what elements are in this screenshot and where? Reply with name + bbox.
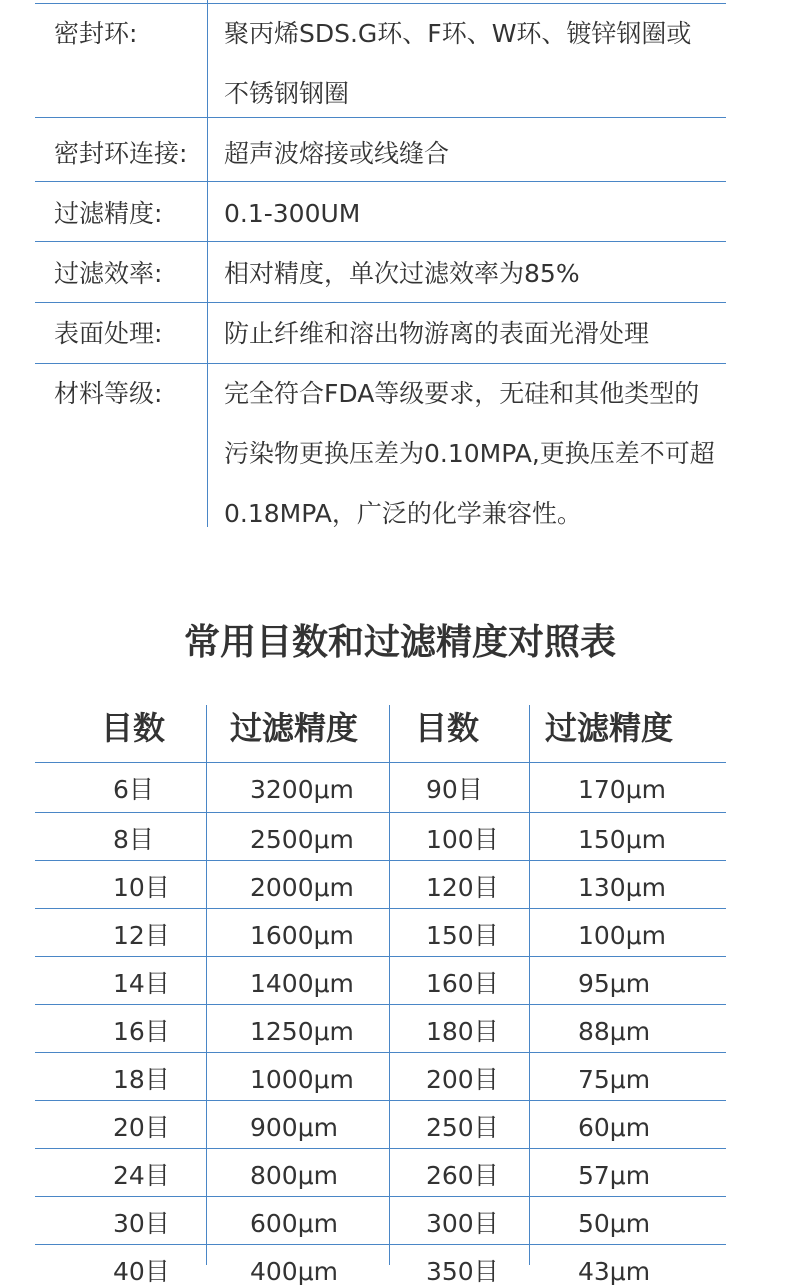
header-mesh-count-2: 目数	[415, 709, 480, 747]
spec-label-material-grade: 材料等级:	[54, 379, 163, 408]
mesh-count-cell: 90目	[426, 775, 483, 804]
precision-cell: 150μm	[578, 825, 666, 854]
mesh-count-cell: 160目	[426, 969, 499, 998]
spec-label-seal-ring: 密封环:	[54, 19, 138, 48]
precision-cell: 57μm	[578, 1161, 651, 1190]
row-divider	[35, 956, 726, 957]
spec-value-seal-connection: 超声波熔接或线缝合	[224, 139, 450, 168]
precision-cell: 900μm	[250, 1113, 338, 1142]
spec-value-seal-ring-line2: 不锈钢钢圈	[224, 79, 350, 108]
precision-cell: 100μm	[578, 921, 666, 950]
row-divider	[35, 762, 726, 763]
precision-cell: 400μm	[250, 1257, 338, 1286]
precision-cell: 800μm	[250, 1161, 338, 1190]
mesh-count-cell: 150目	[426, 921, 499, 950]
precision-cell: 2000μm	[250, 873, 354, 902]
mesh-count-cell: 24目	[113, 1161, 170, 1190]
precision-cell: 88μm	[578, 1017, 651, 1046]
column-divider	[389, 705, 390, 1265]
spec-value-material-grade-line1: 完全符合FDA等级要求，无硅和其他类型的	[224, 379, 700, 408]
precision-cell: 60μm	[578, 1113, 651, 1142]
spec-value-material-grade-line2: 污染物更换压差为0.10MPA,更换压差不可超	[224, 439, 715, 468]
row-divider	[35, 1196, 726, 1197]
mesh-count-cell: 260目	[426, 1161, 499, 1190]
precision-cell: 3200μm	[250, 775, 354, 804]
spec-label-seal-connection: 密封环连接:	[54, 139, 188, 168]
precision-cell: 1250μm	[250, 1017, 354, 1046]
header-filter-precision: 过滤精度	[230, 709, 359, 747]
spec-value-seal-ring-line1: 聚丙烯SDS.G环、F环、W环、镀锌钢圈或	[224, 19, 692, 48]
precision-cell: 50μm	[578, 1209, 651, 1238]
mesh-count-cell: 200目	[426, 1065, 499, 1094]
mesh-count-cell: 300目	[426, 1209, 499, 1238]
precision-cell: 75μm	[578, 1065, 651, 1094]
mesh-precision-table	[35, 705, 726, 1286]
column-divider	[206, 705, 207, 1265]
row-divider	[35, 1004, 726, 1005]
mesh-count-cell: 20目	[113, 1113, 170, 1142]
precision-cell: 2500μm	[250, 825, 354, 854]
mesh-table-title: 常用目数和过滤精度对照表	[183, 622, 616, 663]
spec-label-surface-treatment: 表面处理:	[54, 319, 163, 348]
mesh-count-cell: 250目	[426, 1113, 499, 1142]
mesh-count-cell: 18目	[113, 1065, 170, 1094]
precision-cell: 130μm	[578, 873, 666, 902]
mesh-count-cell: 8目	[113, 825, 154, 854]
row-divider	[35, 908, 726, 909]
mesh-count-cell: 10目	[113, 873, 170, 902]
spec-value-filter-efficiency: 相对精度，单次过滤效率为85%	[224, 259, 580, 288]
precision-cell: 95μm	[578, 969, 651, 998]
spec-label-filter-precision: 过滤精度:	[54, 199, 163, 228]
precision-cell: 600μm	[250, 1209, 338, 1238]
mesh-count-cell: 40目	[113, 1257, 170, 1286]
mesh-count-cell: 14目	[113, 969, 170, 998]
mesh-count-cell: 100目	[426, 825, 499, 854]
mesh-count-cell: 30目	[113, 1209, 170, 1238]
row-divider	[35, 812, 726, 813]
mesh-count-cell: 6目	[113, 775, 154, 804]
row-divider	[35, 1244, 726, 1245]
row-divider	[35, 1148, 726, 1149]
header-filter-precision-2: 过滤精度	[545, 709, 674, 747]
spec-value-material-grade-line3: 0.18MPA，广泛的化学兼容性。	[224, 499, 582, 528]
precision-cell: 1600μm	[250, 921, 354, 950]
precision-cell: 43μm	[578, 1257, 651, 1286]
spec-label-filter-efficiency: 过滤效率:	[54, 259, 163, 288]
row-divider	[35, 860, 726, 861]
row-divider	[35, 1100, 726, 1101]
precision-cell: 1000μm	[250, 1065, 354, 1094]
row-divider	[35, 117, 726, 118]
precision-cell: 170μm	[578, 775, 666, 804]
precision-cell: 1400μm	[250, 969, 354, 998]
spec-value-surface-treatment: 防止纤维和溶出物游离的表面光滑处理	[224, 319, 650, 348]
header-mesh-count: 目数	[101, 709, 166, 747]
row-divider	[35, 241, 726, 242]
spec-column-divider	[207, 0, 208, 527]
row-divider	[35, 1052, 726, 1053]
mesh-count-cell: 180目	[426, 1017, 499, 1046]
spec-value-filter-precision: 0.1-300UM	[224, 199, 361, 228]
column-divider	[529, 705, 530, 1265]
mesh-count-cell: 16目	[113, 1017, 170, 1046]
mesh-count-cell: 12目	[113, 921, 170, 950]
mesh-count-cell: 120目	[426, 873, 499, 902]
mesh-count-cell: 350目	[426, 1257, 499, 1286]
